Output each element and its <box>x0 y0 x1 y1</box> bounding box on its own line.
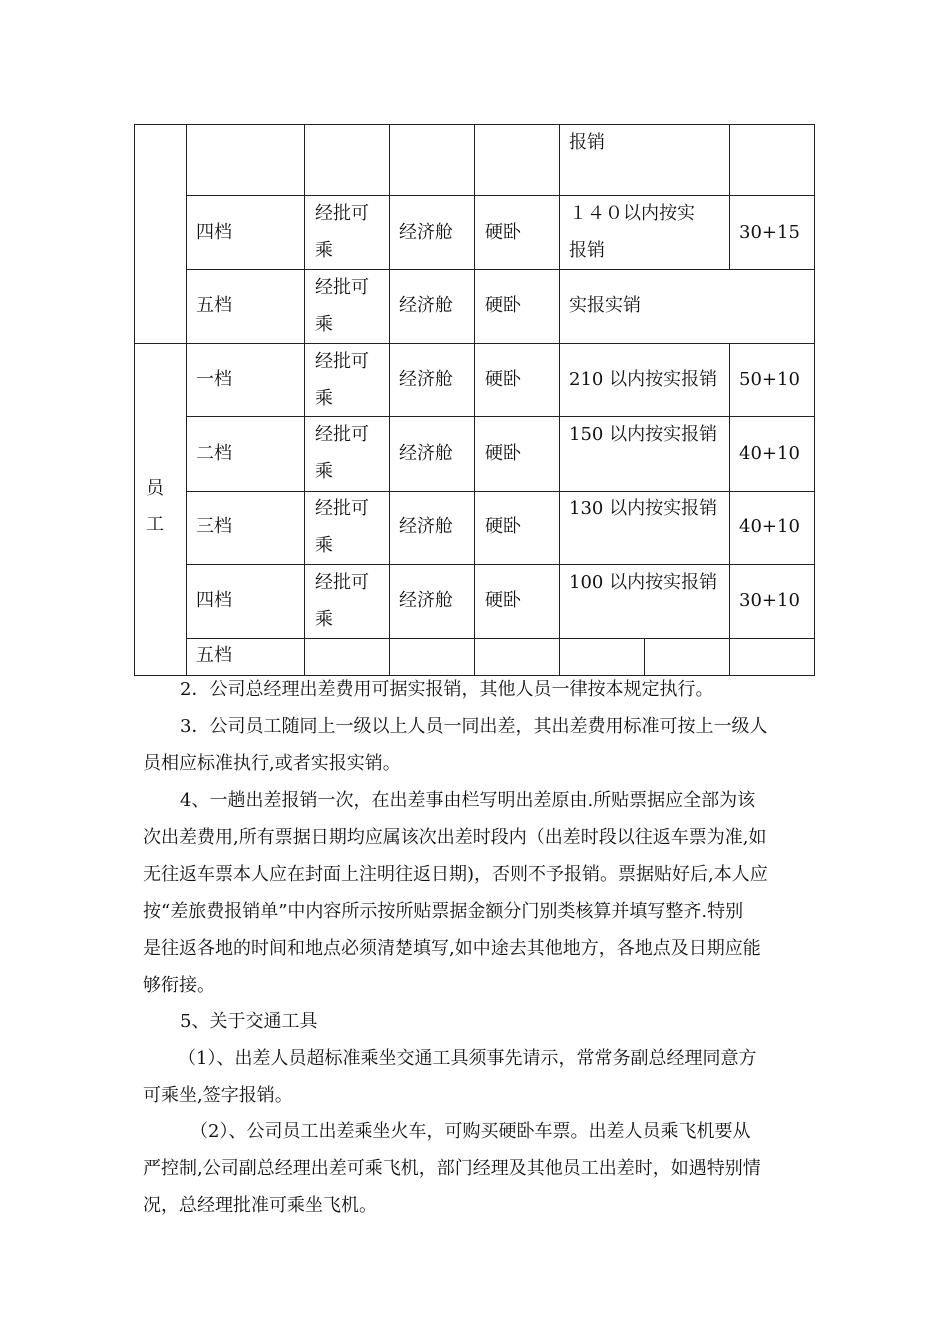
paragraph-2 <box>143 671 818 708</box>
table-cell: 经批可 <box>315 203 369 224</box>
table-cell: 硬卧 <box>485 369 521 390</box>
table-cell: 四档 <box>196 590 232 611</box>
table-cell: 乘 <box>315 535 333 556</box>
text-line: 可乘坐,签字报销。 <box>143 1085 293 1106</box>
table-cell: 经济舱 <box>399 295 453 316</box>
paragraph-5 <box>143 1003 818 1040</box>
table-cell: 40+10 <box>739 443 800 464</box>
text-line: 况，总经理批准可乘坐飞机。 <box>143 1195 377 1216</box>
table-col-rule <box>729 124 730 270</box>
table-cell: 40+10 <box>739 516 800 537</box>
table-cell: 210 以内按实报销 <box>569 369 718 390</box>
table-rule <box>186 564 815 565</box>
text-line: （1）、出差人员超标准乘坐交通工具须事先请示，常常务副总经理同意方 <box>178 1048 757 1069</box>
table-col-rule <box>474 124 475 676</box>
table-border-left <box>134 124 135 676</box>
table-cell: 乘 <box>315 240 333 261</box>
group-label: 员 <box>146 478 164 499</box>
table-col-rule <box>304 124 305 676</box>
table-cell: 经批可 <box>315 424 369 445</box>
table-cell: 报销 <box>569 132 605 153</box>
table-cell: 乘 <box>315 388 333 409</box>
table-col-rule <box>559 124 560 676</box>
text-line: 4、一趟出差报销一次，在出差事由栏写明出差原由.所贴票据应全部为该 <box>180 790 756 811</box>
table-cell: 五档 <box>196 295 232 316</box>
table-cell: 50+10 <box>739 369 800 390</box>
table-cell: 五档 <box>196 645 232 666</box>
table-cell: 硬卧 <box>485 443 521 464</box>
table-col-rule <box>729 343 730 676</box>
paragraph-5-2 <box>143 1113 818 1224</box>
paragraph-4 <box>143 782 818 1004</box>
table-cell: 四档 <box>196 222 232 243</box>
text-line: 无往返车票本人应在封面上注明往返日期)，否则不予报销。票据贴好后,本人应 <box>143 864 768 885</box>
text-line: 次出差费用,所有票据日期均应属该次出差时段内（出差时段以往返车票为准,如 <box>143 827 767 848</box>
table-rule <box>186 195 815 196</box>
table-rule <box>186 491 815 492</box>
table-cell: 经济舱 <box>399 222 453 243</box>
table-cell: 经批可 <box>315 572 369 593</box>
paragraph-3 <box>143 708 818 782</box>
table-cell: 二档 <box>196 443 232 464</box>
table-cell: １４０以内按实 <box>569 203 695 224</box>
travel-standard-table <box>134 124 815 676</box>
table-cell: 30+10 <box>739 590 800 611</box>
text-line: 严控制,公司副总经理出差可乘飞机，部门经理及其他员工出差时，如遇特别情 <box>143 1158 761 1179</box>
text-line: 3．公司员工随同上一级以上人员一同出差，其出差费用标准可按上一级人 <box>180 716 768 737</box>
text-line: 2．公司总经理出差费用可据实报销，其他人员一律按本规定执行。 <box>180 679 714 700</box>
table-cell: 硬卧 <box>485 590 521 611</box>
table-cell: 硬卧 <box>485 295 521 316</box>
table-cell: 130 以内按实报销 <box>569 498 718 519</box>
table-cell: 30+15 <box>739 222 800 243</box>
table-cell: 乘 <box>315 314 333 335</box>
group-label: 工 <box>146 514 164 535</box>
table-rule <box>186 269 815 270</box>
paragraph-5-1 <box>143 1040 818 1114</box>
text-line: 是往返各地的时间和地点必须清楚填写,如中途去其他地方，各地点及日期应能 <box>143 938 761 959</box>
table-cell: 经济舱 <box>399 369 453 390</box>
table-rule <box>186 638 815 639</box>
table-col-rule <box>186 124 187 676</box>
table-cell: 乘 <box>315 609 333 630</box>
text-line: （2）、公司员工出差乘坐火车，可购买硬卧车票。出差人员乘飞机要从 <box>190 1121 751 1142</box>
table-cell: 经批可 <box>315 277 369 298</box>
table-cell: 100 以内按实报销 <box>569 572 718 593</box>
text-line: 够衔接。 <box>143 975 215 996</box>
table-cell: 硬卧 <box>485 516 521 537</box>
table-cell: 经济舱 <box>399 590 453 611</box>
table-cell: 150 以内按实报销 <box>569 424 718 445</box>
table-cell: 报销 <box>569 240 605 261</box>
table-cell: 三档 <box>196 516 232 537</box>
table-cell: 经济舱 <box>399 516 453 537</box>
table-col-rule <box>389 124 390 676</box>
table-cell: 经批可 <box>315 351 369 372</box>
table-border-right <box>814 124 815 676</box>
table-cell: 经济舱 <box>399 443 453 464</box>
text-line: 员相应标准执行,或者实报实销。 <box>143 753 401 774</box>
table-cell: 一档 <box>196 369 232 390</box>
table-cell: 实报实销 <box>569 295 641 316</box>
table-cell: 经批可 <box>315 498 369 519</box>
table-rule <box>186 416 815 417</box>
text-line: 按“差旅费报销单”中内容所示按所贴票据金额分门别类核算并填写整齐.特别 <box>143 901 744 922</box>
table-cell: 硬卧 <box>485 222 521 243</box>
text-line: 5、关于交通工具 <box>180 1011 318 1032</box>
table-cell: 乘 <box>315 461 333 482</box>
